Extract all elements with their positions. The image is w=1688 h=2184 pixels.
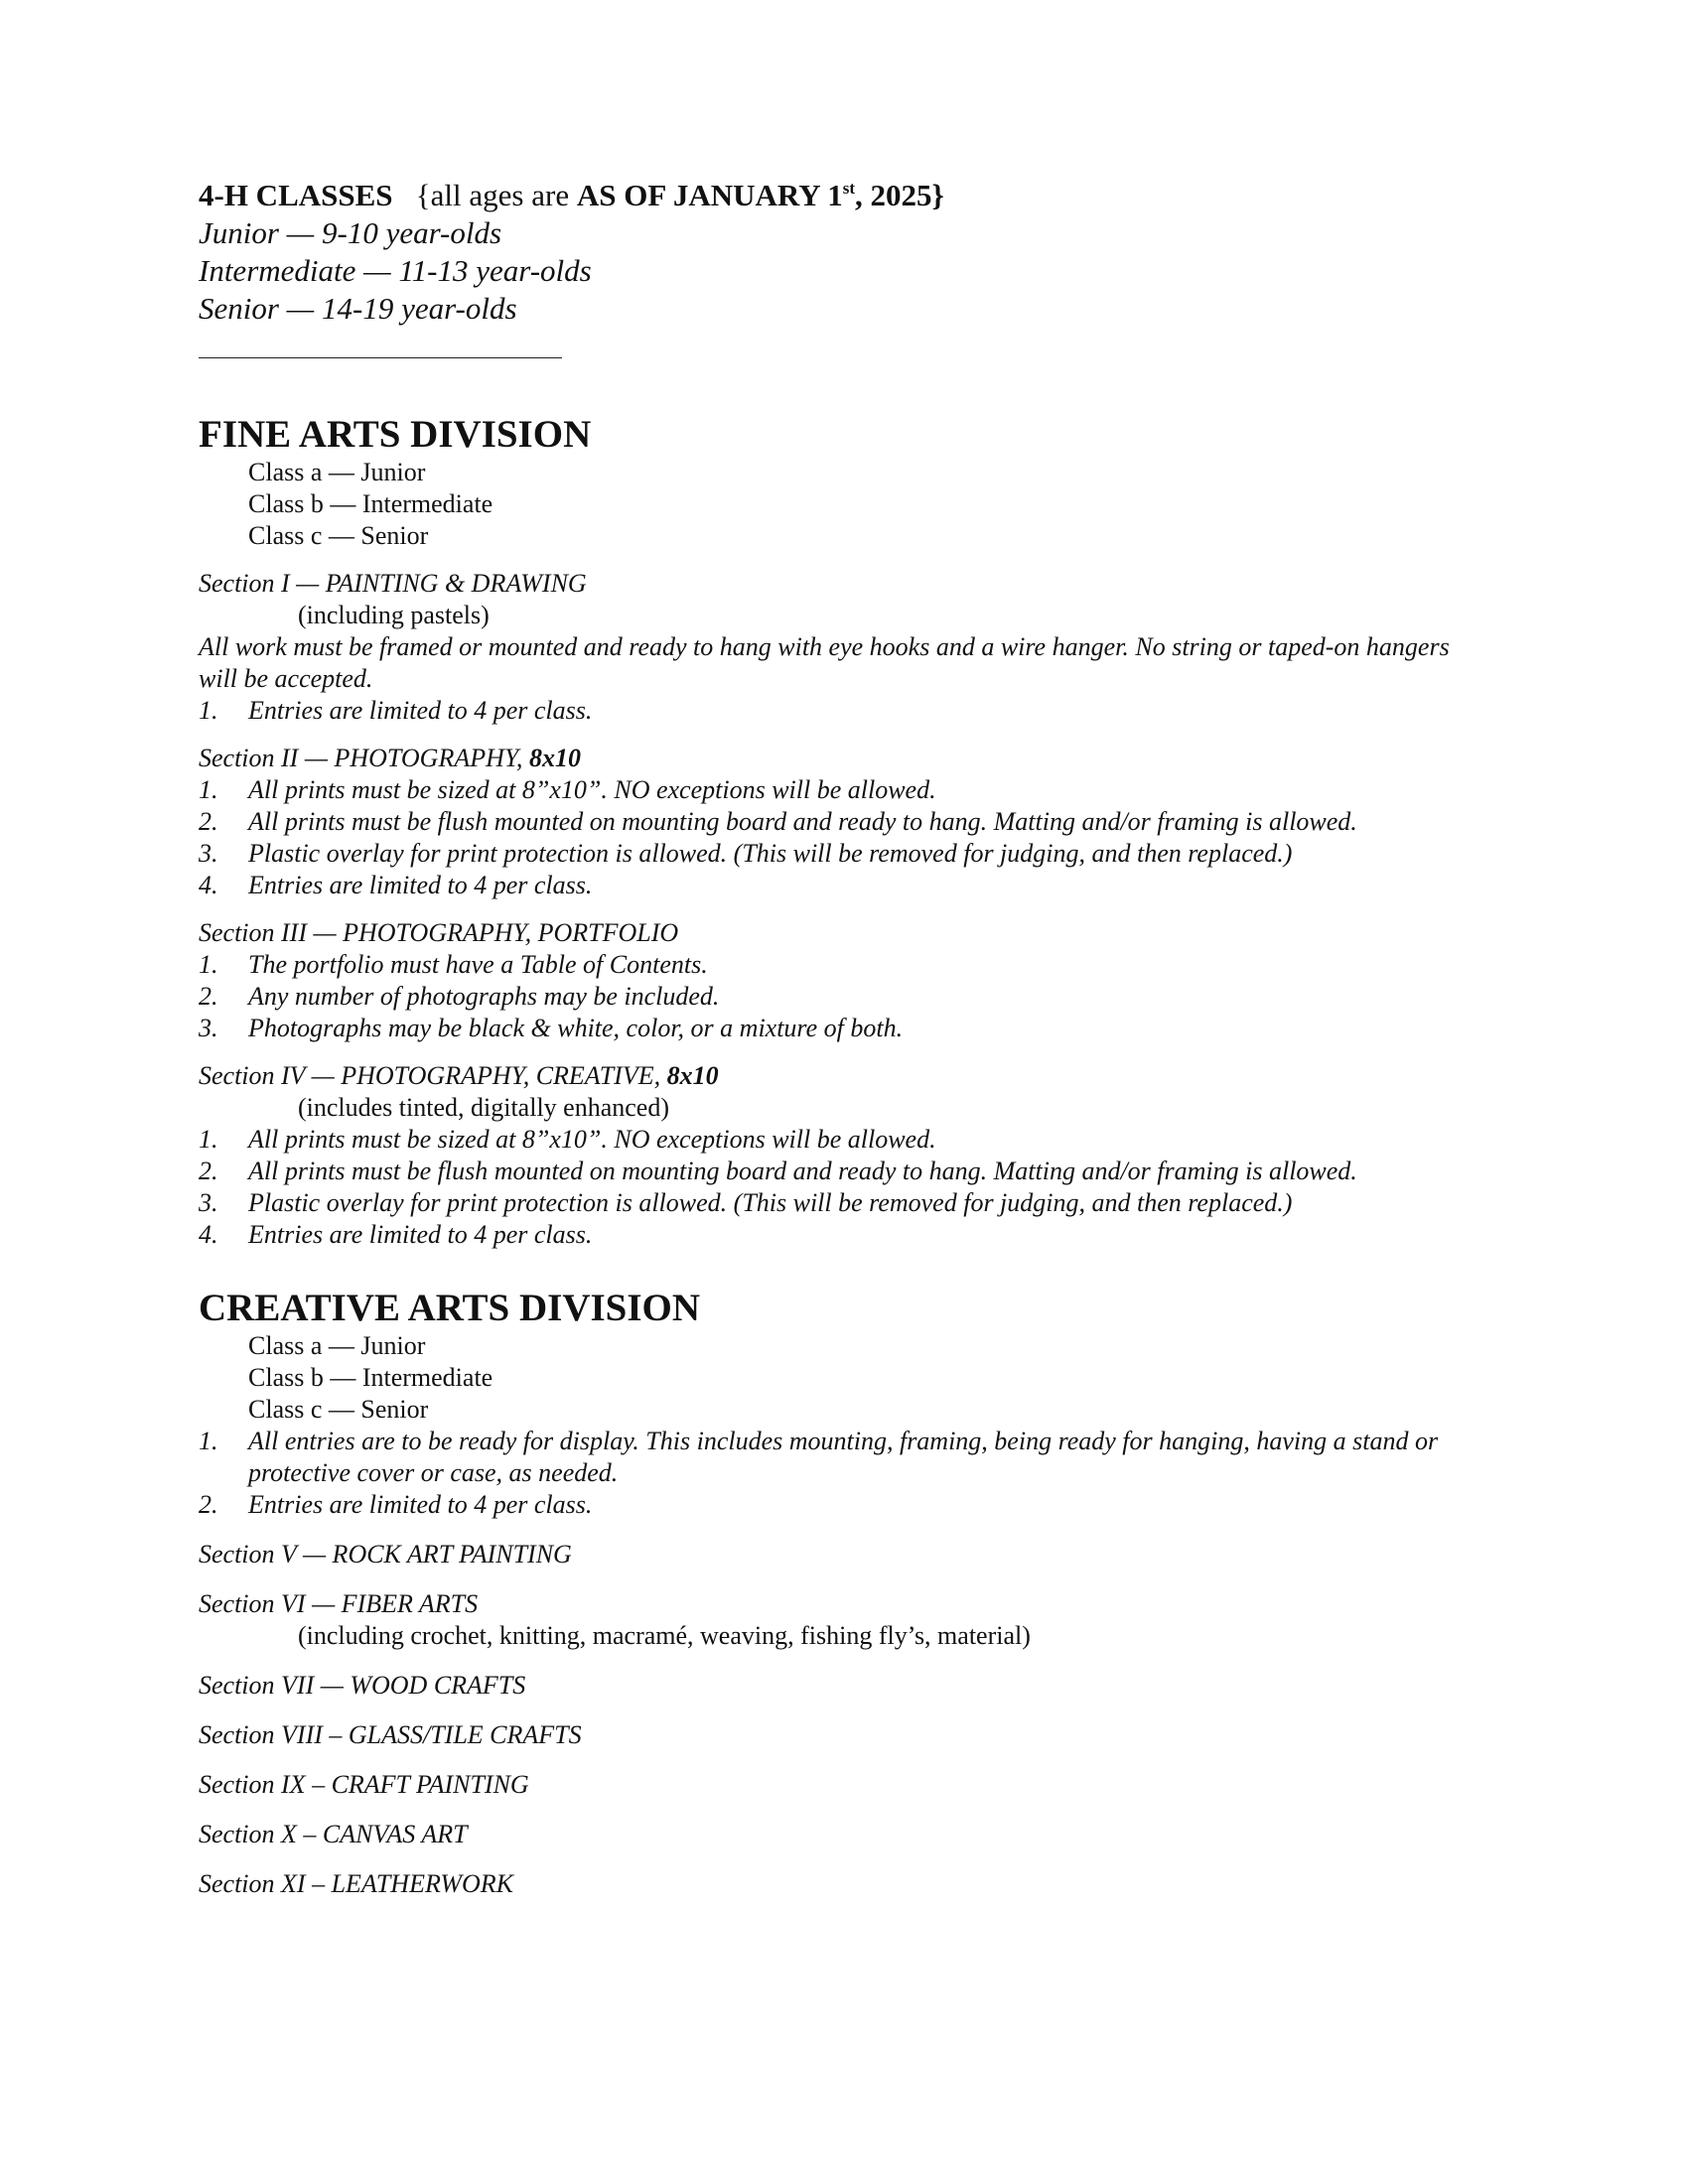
list-number: 3. — [199, 839, 218, 868]
list-item — [199, 1219, 1489, 1251]
list-item — [199, 1187, 1489, 1219]
age-group-intermediate: Intermediate — 11-13 year-olds — [199, 253, 592, 288]
section-9-title: Section IX – CRAFT PAINTING — [199, 1770, 529, 1799]
fine-class-c: Class c — Senior — [248, 521, 429, 550]
list-text: All prints must be sized at 8”x10”. NO exceptions will be allowed. — [248, 1125, 936, 1154]
age-note-prefix: {all ages are — [415, 178, 577, 212]
list-item — [199, 870, 1489, 901]
list-text: Any number of photographs may be included. — [248, 982, 720, 1011]
age-note-sup: st — [842, 179, 855, 198]
fine-class-b: Class b — Intermediate — [248, 489, 493, 518]
creative-arts-heading: CREATIVE ARTS DIVISION — [199, 1287, 701, 1329]
section-1-paragraph: All work must be framed or mounted and ready to hang with eye hooks and a wire hanger. No string or taped-on hangers will be accepted. — [199, 632, 1450, 693]
list-item — [199, 1426, 1489, 1489]
section-4-note: (includes tinted, digitally enhanced) — [298, 1093, 669, 1122]
section-10-title: Section X – CANVAS ART — [199, 1820, 468, 1848]
section-4-rules — [199, 1124, 1489, 1251]
list-item — [199, 1013, 1489, 1044]
section-8-title: Section VIII – GLASS/TILE CRAFTS — [199, 1720, 582, 1749]
list-text: Plastic overlay for print protection is allowed. (This will be removed for judging, and then replaced.) — [248, 839, 1293, 868]
section-6-note: (including crochet, knitting, macramé, weaving, fishing fly’s, material) — [298, 1621, 1031, 1650]
section-7-title: Section VII — WOOD CRAFTS — [199, 1671, 526, 1700]
section-1-note: (including pastels) — [298, 601, 490, 629]
section-3-rules — [199, 949, 1489, 1044]
list-text: All prints must be flush mounted on mounting board and ready to hang. Matting and/or framing is allowed. — [248, 807, 1357, 836]
section-2-title-bold: 8x10 — [528, 744, 581, 772]
list-number: 1. — [199, 1427, 218, 1455]
list-text: All prints must be flush mounted on mounting board and ready to hang. Matting and/or framing is allowed. — [248, 1157, 1357, 1185]
section-5-title: Section V — ROCK ART PAINTING — [199, 1540, 572, 1569]
fine-arts-heading: FINE ARTS DIVISION — [199, 413, 592, 456]
list-number: 1. — [199, 696, 218, 725]
list-item — [199, 1156, 1489, 1187]
list-text: All entries are to be ready for display. This includes mounting, framing, being ready for hanging, having a stand or protective cover or case, as needed. — [248, 1427, 1439, 1487]
section-4-title-text: Section IV — PHOTOGRAPHY, CREATIVE, — [199, 1061, 667, 1090]
section-11-title: Section XI – LEATHERWORK — [199, 1869, 514, 1898]
list-item — [199, 774, 1489, 806]
list-text: Entries are limited to 4 per class. — [248, 871, 593, 899]
creative-class-b: Class b — Intermediate — [248, 1363, 493, 1392]
section-1-rules — [199, 695, 1489, 727]
creative-rules — [199, 1426, 1489, 1521]
list-number: 4. — [199, 871, 218, 899]
list-item — [199, 806, 1489, 838]
list-number: 2. — [199, 982, 218, 1011]
list-item — [199, 838, 1489, 870]
list-number: 2. — [199, 807, 218, 836]
section-2-title — [199, 743, 1489, 774]
classes-heading — [199, 177, 1489, 214]
list-number: 3. — [199, 1014, 218, 1042]
age-note-suffix: , 2025} — [854, 178, 944, 212]
section-4-title-bold: 8x10 — [666, 1061, 719, 1090]
age-note-date: AS OF JANUARY 1 — [576, 178, 843, 212]
list-item — [199, 695, 1489, 727]
section-4-title — [199, 1060, 1489, 1092]
list-text: Entries are limited to 4 per class. — [248, 696, 593, 725]
list-text: Photographs may be black & white, color, or a mixture of both. — [248, 1014, 904, 1042]
fine-class-a: Class a — Junior — [248, 458, 426, 486]
creative-class-a: Class a — Junior — [248, 1331, 426, 1360]
section-2-title-text: Section II — PHOTOGRAPHY, — [199, 744, 529, 772]
document-page — [199, 177, 1489, 1900]
list-text: All prints must be sized at 8”x10”. NO exceptions will be allowed. — [248, 775, 936, 804]
list-item — [199, 1124, 1489, 1156]
age-group-senior: Senior — 14-19 year-olds — [199, 291, 517, 326]
list-number: 1. — [199, 950, 218, 979]
section-3-title: Section III — PHOTOGRAPHY, PORTFOLIO — [199, 918, 679, 947]
list-item — [199, 981, 1489, 1013]
classes-title: 4-H CLASSES — [199, 178, 393, 212]
list-text: Plastic overlay for print protection is allowed. (This will be removed for judging, and then replaced.) — [248, 1188, 1293, 1217]
list-item — [199, 949, 1489, 981]
section-6-title: Section VI — FIBER ARTS — [199, 1589, 479, 1618]
list-number: 1. — [199, 1125, 218, 1154]
section-2-rules — [199, 774, 1489, 901]
list-text: Entries are limited to 4 per class. — [248, 1220, 593, 1249]
list-number: 1. — [199, 775, 218, 804]
list-item — [199, 1489, 1489, 1521]
list-text: Entries are limited to 4 per class. — [248, 1490, 593, 1519]
age-group-junior: Junior — 9-10 year-olds — [199, 215, 502, 250]
section-1-title: Section I — PAINTING & DRAWING — [199, 569, 587, 598]
list-text: The portfolio must have a Table of Contents. — [248, 950, 708, 979]
list-number: 4. — [199, 1220, 218, 1249]
divider-line — [199, 357, 562, 358]
list-number: 2. — [199, 1157, 218, 1185]
list-number: 2. — [199, 1490, 218, 1519]
creative-class-c: Class c — Senior — [248, 1395, 429, 1424]
list-number: 3. — [199, 1188, 218, 1217]
